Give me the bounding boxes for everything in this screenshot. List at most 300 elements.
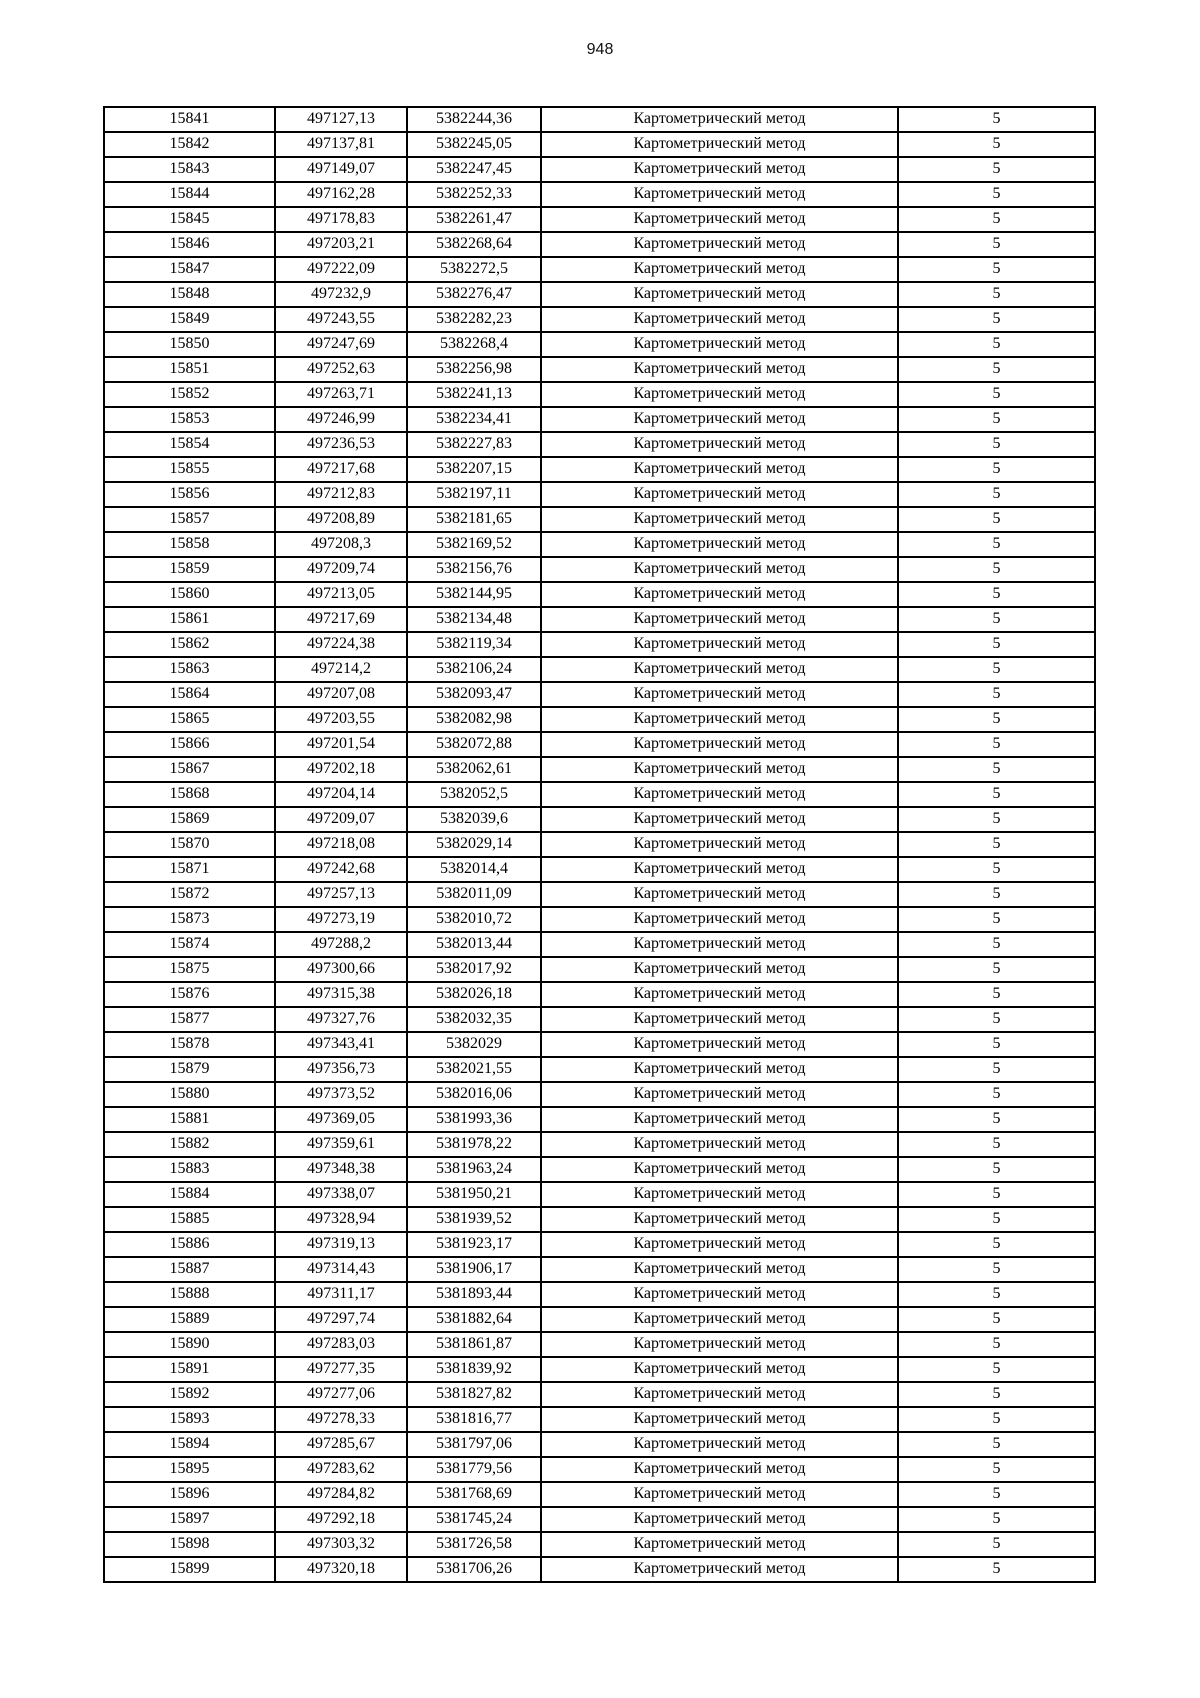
- point-number-cell: 15858: [105, 533, 276, 556]
- accuracy-cell: 5: [992, 1310, 1001, 1327]
- point-number-cell: 15883: [105, 1158, 276, 1181]
- accuracy-cell: 5: [992, 1360, 1001, 1377]
- y-coordinate-cell: 5382144,95: [408, 583, 542, 606]
- point-number-cell: 15847: [105, 258, 276, 281]
- table-row: [105, 583, 1094, 608]
- accuracy-cell: 5: [992, 1435, 1001, 1452]
- x-coordinate-cell: 497320,18: [276, 1558, 408, 1581]
- x-coordinate-cell: 497319,13: [276, 1233, 408, 1256]
- y-coordinate-cell: 5382156,76: [408, 558, 542, 581]
- table-row: [105, 933, 1094, 958]
- accuracy-cell: 5: [992, 1535, 1001, 1552]
- x-coordinate-cell: 497208,3: [276, 533, 408, 556]
- point-number-cell: 15855: [105, 458, 276, 481]
- accuracy-cell: 5: [992, 760, 1001, 777]
- accuracy-cell: 5: [992, 460, 1001, 477]
- accuracy-cell: 5: [992, 1135, 1001, 1152]
- method-cell: Картометрический метод: [542, 758, 899, 781]
- y-coordinate-cell: 5381861,87: [408, 1333, 542, 1356]
- x-coordinate-cell: 497257,13: [276, 883, 408, 906]
- point-number-cell: 15846: [105, 233, 276, 256]
- method-cell: Картометрический метод: [542, 1183, 899, 1206]
- y-coordinate-cell: 5382252,33: [408, 183, 542, 206]
- method-cell: Картометрический метод: [542, 1483, 899, 1506]
- x-coordinate-cell: 497283,62: [276, 1458, 408, 1481]
- y-coordinate-cell: 5381993,36: [408, 1108, 542, 1131]
- point-number-cell: 15868: [105, 783, 276, 806]
- table-row: [105, 1558, 1094, 1581]
- accuracy-cell: 5: [992, 310, 1001, 327]
- point-number-cell: 15896: [105, 1483, 276, 1506]
- y-coordinate-cell: 5382093,47: [408, 683, 542, 706]
- y-coordinate-cell: 5381906,17: [408, 1258, 542, 1281]
- method-cell: Картометрический метод: [542, 208, 899, 231]
- table-row: [105, 358, 1094, 383]
- point-number-cell: 15875: [105, 958, 276, 981]
- table-row: [105, 958, 1094, 983]
- x-coordinate-cell: 497273,19: [276, 908, 408, 931]
- method-cell: Картометрический метод: [542, 858, 899, 881]
- x-coordinate-cell: 497208,89: [276, 508, 408, 531]
- accuracy-cell: 5: [992, 910, 1001, 927]
- method-cell: Картометрический метод: [542, 1358, 899, 1381]
- accuracy-cell: 5: [992, 235, 1001, 252]
- x-coordinate-cell: 497373,52: [276, 1083, 408, 1106]
- point-number-cell: 15899: [105, 1558, 276, 1581]
- table-row: [105, 408, 1094, 433]
- accuracy-cell: 5: [992, 685, 1001, 702]
- accuracy-cell: 5: [992, 1110, 1001, 1127]
- accuracy-cell: 5: [992, 160, 1001, 177]
- method-cell: Картометрический метод: [542, 1058, 899, 1081]
- x-coordinate-cell: 497315,38: [276, 983, 408, 1006]
- table-row: [105, 1008, 1094, 1033]
- y-coordinate-cell: 5381882,64: [408, 1308, 542, 1331]
- y-coordinate-cell: 5382261,47: [408, 208, 542, 231]
- table-row: [105, 1133, 1094, 1158]
- x-coordinate-cell: 497314,43: [276, 1258, 408, 1281]
- point-number-cell: 15843: [105, 158, 276, 181]
- y-coordinate-cell: 5382119,34: [408, 633, 542, 656]
- x-coordinate-cell: 497213,05: [276, 583, 408, 606]
- method-cell: Картометрический метод: [542, 658, 899, 681]
- method-cell: Картометрический метод: [542, 708, 899, 731]
- y-coordinate-cell: 5381978,22: [408, 1133, 542, 1156]
- table-row: [105, 158, 1094, 183]
- accuracy-cell: 5: [992, 1485, 1001, 1502]
- y-coordinate-cell: 5381963,24: [408, 1158, 542, 1181]
- point-number-cell: 15859: [105, 558, 276, 581]
- table-row: [105, 233, 1094, 258]
- x-coordinate-cell: 497149,07: [276, 158, 408, 181]
- method-cell: Картометрический метод: [542, 1433, 899, 1456]
- y-coordinate-cell: 5381816,77: [408, 1408, 542, 1431]
- point-number-cell: 15850: [105, 333, 276, 356]
- point-number-cell: 15888: [105, 1283, 276, 1306]
- x-coordinate-cell: 497218,08: [276, 833, 408, 856]
- table-row: [105, 608, 1094, 633]
- x-coordinate-cell: 497209,07: [276, 808, 408, 831]
- point-number-cell: 15884: [105, 1183, 276, 1206]
- point-number-cell: 15872: [105, 883, 276, 906]
- table-row: [105, 533, 1094, 558]
- accuracy-cell: 5: [992, 210, 1001, 227]
- table-row: [105, 1408, 1094, 1433]
- method-cell: Картометрический метод: [542, 458, 899, 481]
- method-cell: Картометрический метод: [542, 1258, 899, 1281]
- method-cell: Картометрический метод: [542, 1308, 899, 1331]
- table-row: [105, 1483, 1094, 1508]
- y-coordinate-cell: 5382026,18: [408, 983, 542, 1006]
- table-row: [105, 1033, 1094, 1058]
- method-cell: Картометрический метод: [542, 1233, 899, 1256]
- x-coordinate-cell: 497283,03: [276, 1333, 408, 1356]
- y-coordinate-cell: 5382014,4: [408, 858, 542, 881]
- method-cell: Картометрический метод: [542, 683, 899, 706]
- method-cell: Картометрический метод: [542, 558, 899, 581]
- table-row: [105, 708, 1094, 733]
- accuracy-cell: 5: [992, 835, 1001, 852]
- table-row: [105, 208, 1094, 233]
- method-cell: Картометрический метод: [542, 1208, 899, 1231]
- accuracy-cell: 5: [992, 885, 1001, 902]
- accuracy-cell: 5: [992, 510, 1001, 527]
- point-number-cell: 15870: [105, 833, 276, 856]
- method-cell: Картометрический метод: [542, 1283, 899, 1306]
- y-coordinate-cell: 5381726,58: [408, 1533, 542, 1556]
- method-cell: Картометрический метод: [542, 1558, 899, 1581]
- method-cell: Картометрический метод: [542, 608, 899, 631]
- table-row: [105, 633, 1094, 658]
- y-coordinate-cell: 5381745,24: [408, 1508, 542, 1531]
- point-number-cell: 15889: [105, 1308, 276, 1331]
- accuracy-cell: 5: [992, 1185, 1001, 1202]
- point-number-cell: 15851: [105, 358, 276, 381]
- table-row: [105, 683, 1094, 708]
- accuracy-cell: 5: [992, 785, 1001, 802]
- x-coordinate-cell: 497209,74: [276, 558, 408, 581]
- y-coordinate-cell: 5382181,65: [408, 508, 542, 531]
- point-number-cell: 15869: [105, 808, 276, 831]
- method-cell: Картометрический метод: [542, 908, 899, 931]
- point-number-cell: 15873: [105, 908, 276, 931]
- x-coordinate-cell: 497247,69: [276, 333, 408, 356]
- x-coordinate-cell: 497224,38: [276, 633, 408, 656]
- table-row: [105, 483, 1094, 508]
- accuracy-cell: 5: [992, 1460, 1001, 1477]
- y-coordinate-cell: 5381893,44: [408, 1283, 542, 1306]
- method-cell: Картометрический метод: [542, 883, 899, 906]
- y-coordinate-cell: 5382169,52: [408, 533, 542, 556]
- point-number-cell: 15882: [105, 1133, 276, 1156]
- x-coordinate-cell: 497343,41: [276, 1033, 408, 1056]
- accuracy-cell: 5: [992, 260, 1001, 277]
- accuracy-cell: 5: [992, 1085, 1001, 1102]
- accuracy-cell: 5: [992, 1010, 1001, 1027]
- x-coordinate-cell: 497203,21: [276, 233, 408, 256]
- table-row: [105, 108, 1094, 133]
- table-row: [105, 1058, 1094, 1083]
- y-coordinate-cell: 5382268,64: [408, 233, 542, 256]
- x-coordinate-cell: 497127,13: [276, 108, 408, 131]
- accuracy-cell: 5: [992, 810, 1001, 827]
- x-coordinate-cell: 497202,18: [276, 758, 408, 781]
- coordinates-table: [103, 106, 1096, 1583]
- point-number-cell: 15886: [105, 1233, 276, 1256]
- method-cell: Картометрический метод: [542, 733, 899, 756]
- point-number-cell: 15844: [105, 183, 276, 206]
- method-cell: Картометрический метод: [542, 233, 899, 256]
- method-cell: Картометрический метод: [542, 308, 899, 331]
- x-coordinate-cell: 497327,76: [276, 1008, 408, 1031]
- accuracy-cell: 5: [992, 1035, 1001, 1052]
- point-number-cell: 15871: [105, 858, 276, 881]
- point-number-cell: 15857: [105, 508, 276, 531]
- table-row: [105, 1508, 1094, 1533]
- y-coordinate-cell: 5382029,14: [408, 833, 542, 856]
- table-row: [105, 1458, 1094, 1483]
- point-number-cell: 15893: [105, 1408, 276, 1431]
- accuracy-cell: 5: [992, 110, 1001, 127]
- method-cell: Картометрический метод: [542, 1158, 899, 1181]
- x-coordinate-cell: 497214,2: [276, 658, 408, 681]
- x-coordinate-cell: 497246,99: [276, 408, 408, 431]
- y-coordinate-cell: 5382241,13: [408, 383, 542, 406]
- y-coordinate-cell: 5381706,26: [408, 1558, 542, 1581]
- accuracy-cell: 5: [992, 285, 1001, 302]
- method-cell: Картометрический метод: [542, 983, 899, 1006]
- method-cell: Картометрический метод: [542, 1458, 899, 1481]
- y-coordinate-cell: 5382272,5: [408, 258, 542, 281]
- table-row: [105, 333, 1094, 358]
- method-cell: Картометрический метод: [542, 783, 899, 806]
- x-coordinate-cell: 497277,06: [276, 1383, 408, 1406]
- accuracy-cell: 5: [992, 610, 1001, 627]
- x-coordinate-cell: 497203,55: [276, 708, 408, 731]
- table-row: [105, 1358, 1094, 1383]
- point-number-cell: 15860: [105, 583, 276, 606]
- method-cell: Картометрический метод: [542, 108, 899, 131]
- accuracy-cell: 5: [992, 335, 1001, 352]
- y-coordinate-cell: 5381827,82: [408, 1383, 542, 1406]
- x-coordinate-cell: 497300,66: [276, 958, 408, 981]
- y-coordinate-cell: 5381950,21: [408, 1183, 542, 1206]
- y-coordinate-cell: 5382256,98: [408, 358, 542, 381]
- accuracy-cell: 5: [992, 935, 1001, 952]
- accuracy-cell: 5: [992, 735, 1001, 752]
- accuracy-cell: 5: [992, 635, 1001, 652]
- y-coordinate-cell: 5382227,83: [408, 433, 542, 456]
- method-cell: Картометрический метод: [542, 1133, 899, 1156]
- y-coordinate-cell: 5381923,17: [408, 1233, 542, 1256]
- point-number-cell: 15863: [105, 658, 276, 681]
- table-row: [105, 458, 1094, 483]
- y-coordinate-cell: 5382011,09: [408, 883, 542, 906]
- x-coordinate-cell: 497303,32: [276, 1533, 408, 1556]
- y-coordinate-cell: 5382268,4: [408, 333, 542, 356]
- point-number-cell: 15898: [105, 1533, 276, 1556]
- x-coordinate-cell: 497201,54: [276, 733, 408, 756]
- x-coordinate-cell: 497369,05: [276, 1108, 408, 1131]
- y-coordinate-cell: 5381839,92: [408, 1358, 542, 1381]
- x-coordinate-cell: 497359,61: [276, 1133, 408, 1156]
- y-coordinate-cell: 5382072,88: [408, 733, 542, 756]
- method-cell: Картометрический метод: [542, 258, 899, 281]
- y-coordinate-cell: 5382106,24: [408, 658, 542, 681]
- table-row: [105, 658, 1094, 683]
- y-coordinate-cell: 5381797,06: [408, 1433, 542, 1456]
- accuracy-cell: 5: [992, 960, 1001, 977]
- point-number-cell: 15894: [105, 1433, 276, 1456]
- y-coordinate-cell: 5382039,6: [408, 808, 542, 831]
- x-coordinate-cell: 497285,67: [276, 1433, 408, 1456]
- y-coordinate-cell: 5381779,56: [408, 1458, 542, 1481]
- point-number-cell: 15895: [105, 1458, 276, 1481]
- point-number-cell: 15879: [105, 1058, 276, 1081]
- table-row: [105, 1158, 1094, 1183]
- accuracy-cell: 5: [992, 1210, 1001, 1227]
- table-row: [105, 833, 1094, 858]
- point-number-cell: 15877: [105, 1008, 276, 1031]
- accuracy-cell: 5: [992, 410, 1001, 427]
- table-row: [105, 308, 1094, 333]
- x-coordinate-cell: 497207,08: [276, 683, 408, 706]
- accuracy-cell: 5: [992, 1385, 1001, 1402]
- table-row: [105, 183, 1094, 208]
- method-cell: Картометрический метод: [542, 1333, 899, 1356]
- method-cell: Картометрический метод: [542, 433, 899, 456]
- y-coordinate-cell: 5382017,92: [408, 958, 542, 981]
- point-number-cell: 15842: [105, 133, 276, 156]
- x-coordinate-cell: 497297,74: [276, 1308, 408, 1331]
- point-number-cell: 15865: [105, 708, 276, 731]
- x-coordinate-cell: 497178,83: [276, 208, 408, 231]
- method-cell: Картометрический метод: [542, 158, 899, 181]
- x-coordinate-cell: 497236,53: [276, 433, 408, 456]
- accuracy-cell: 5: [992, 860, 1001, 877]
- table-row: [105, 808, 1094, 833]
- y-coordinate-cell: 5382010,72: [408, 908, 542, 931]
- method-cell: Картометрический метод: [542, 183, 899, 206]
- point-number-cell: 15890: [105, 1333, 276, 1356]
- x-coordinate-cell: 497242,68: [276, 858, 408, 881]
- y-coordinate-cell: 5382082,98: [408, 708, 542, 731]
- y-coordinate-cell: 5382244,36: [408, 108, 542, 131]
- method-cell: Картометрический метод: [542, 508, 899, 531]
- y-coordinate-cell: 5382062,61: [408, 758, 542, 781]
- method-cell: Картометрический метод: [542, 1533, 899, 1556]
- point-number-cell: 15862: [105, 633, 276, 656]
- method-cell: Картометрический метод: [542, 483, 899, 506]
- y-coordinate-cell: 5382021,55: [408, 1058, 542, 1081]
- table-row: [105, 858, 1094, 883]
- x-coordinate-cell: 497243,55: [276, 308, 408, 331]
- method-cell: Картометрический метод: [542, 833, 899, 856]
- table-row: [105, 1308, 1094, 1333]
- table-row: [105, 283, 1094, 308]
- accuracy-cell: 5: [992, 185, 1001, 202]
- x-coordinate-cell: 497288,2: [276, 933, 408, 956]
- point-number-cell: 15892: [105, 1383, 276, 1406]
- y-coordinate-cell: 5382276,47: [408, 283, 542, 306]
- y-coordinate-cell: 5382032,35: [408, 1008, 542, 1031]
- table-row: [105, 1233, 1094, 1258]
- x-coordinate-cell: 497263,71: [276, 383, 408, 406]
- method-cell: Картометрический метод: [542, 1083, 899, 1106]
- x-coordinate-cell: 497356,73: [276, 1058, 408, 1081]
- table-row: [105, 983, 1094, 1008]
- table-row: [105, 1108, 1094, 1133]
- table-row: [105, 1083, 1094, 1108]
- accuracy-cell: 5: [992, 660, 1001, 677]
- accuracy-cell: 5: [992, 1060, 1001, 1077]
- method-cell: Картометрический метод: [542, 933, 899, 956]
- accuracy-cell: 5: [992, 535, 1001, 552]
- x-coordinate-cell: 497212,83: [276, 483, 408, 506]
- method-cell: Картометрический метод: [542, 533, 899, 556]
- y-coordinate-cell: 5382052,5: [408, 783, 542, 806]
- y-coordinate-cell: 5381768,69: [408, 1483, 542, 1506]
- page-number: 948: [586, 41, 614, 58]
- table-row: [105, 1433, 1094, 1458]
- point-number-cell: 15853: [105, 408, 276, 431]
- accuracy-cell: 5: [992, 1260, 1001, 1277]
- x-coordinate-cell: 497284,82: [276, 1483, 408, 1506]
- accuracy-cell: 5: [992, 1560, 1001, 1577]
- table-row: [105, 1208, 1094, 1233]
- accuracy-cell: 5: [992, 485, 1001, 502]
- method-cell: Картометрический метод: [542, 1033, 899, 1056]
- x-coordinate-cell: 497338,07: [276, 1183, 408, 1206]
- point-number-cell: 15881: [105, 1108, 276, 1131]
- table-row: [105, 1258, 1094, 1283]
- accuracy-cell: 5: [992, 585, 1001, 602]
- y-coordinate-cell: 5382234,41: [408, 408, 542, 431]
- accuracy-cell: 5: [992, 360, 1001, 377]
- x-coordinate-cell: 497277,35: [276, 1358, 408, 1381]
- accuracy-cell: 5: [992, 385, 1001, 402]
- accuracy-cell: 5: [992, 1510, 1001, 1527]
- y-coordinate-cell: 5382016,06: [408, 1083, 542, 1106]
- point-number-cell: 15891: [105, 1358, 276, 1381]
- point-number-cell: 15854: [105, 433, 276, 456]
- x-coordinate-cell: 497217,69: [276, 608, 408, 631]
- table-row: [105, 133, 1094, 158]
- y-coordinate-cell: 5382029: [408, 1033, 542, 1056]
- y-coordinate-cell: 5382282,23: [408, 308, 542, 331]
- table-row: [105, 1383, 1094, 1408]
- point-number-cell: 15849: [105, 308, 276, 331]
- point-number-cell: 15861: [105, 608, 276, 631]
- method-cell: Картометрический метод: [542, 583, 899, 606]
- table-row: [105, 908, 1094, 933]
- method-cell: Картометрический метод: [542, 633, 899, 656]
- table-row: [105, 758, 1094, 783]
- method-cell: Картометрический метод: [542, 1408, 899, 1431]
- method-cell: Картометрический метод: [542, 1383, 899, 1406]
- method-cell: Картометрический метод: [542, 383, 899, 406]
- point-number-cell: 15878: [105, 1033, 276, 1056]
- accuracy-cell: 5: [992, 985, 1001, 1002]
- accuracy-cell: 5: [992, 1335, 1001, 1352]
- point-number-cell: 15864: [105, 683, 276, 706]
- accuracy-cell: 5: [992, 560, 1001, 577]
- point-number-cell: 15841: [105, 108, 276, 131]
- method-cell: Картометрический метод: [542, 1008, 899, 1031]
- method-cell: Картометрический метод: [542, 1108, 899, 1131]
- method-cell: Картометрический метод: [542, 808, 899, 831]
- point-number-cell: 15887: [105, 1258, 276, 1281]
